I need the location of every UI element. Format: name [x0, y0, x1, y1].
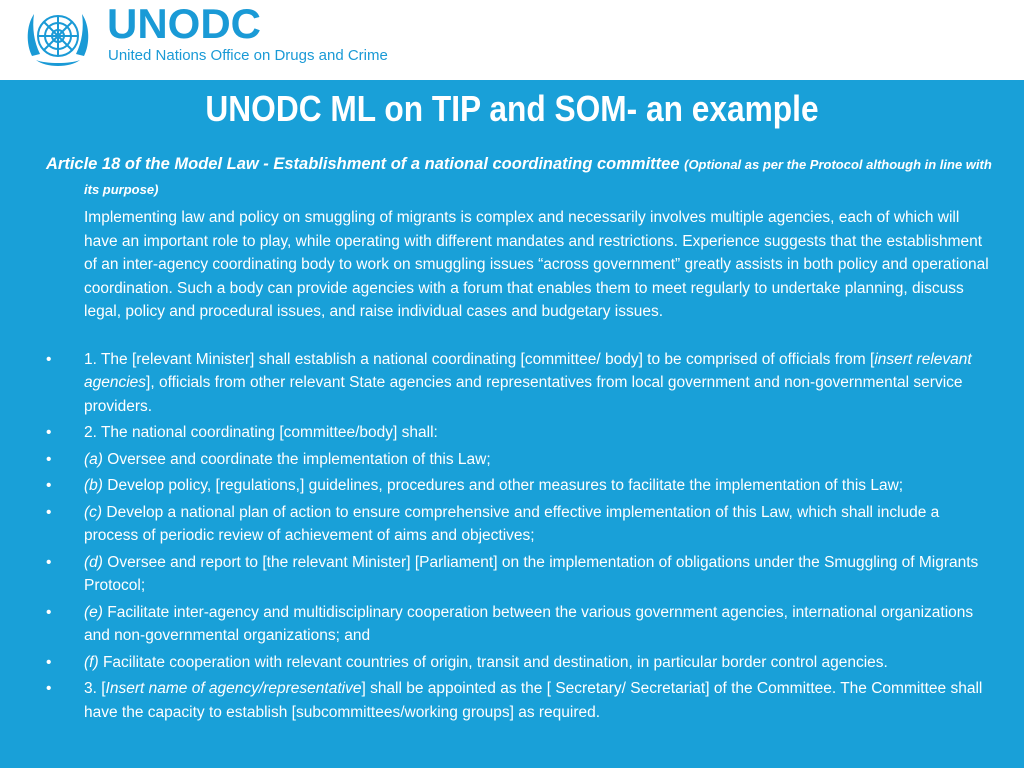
item-text-end: Oversee and report to [the relevant Minister] [Parliament] on the implementation of obligations under the Smuggling of Migrants Protocol; — [84, 553, 979, 594]
list-item — [46, 601, 996, 648]
item-emphasis: (b) — [84, 477, 103, 494]
item-emphasis: Insert name of agency/representative — [105, 680, 362, 697]
list-item — [46, 421, 996, 445]
item-emphasis: (a) — [84, 450, 103, 468]
provision-list — [46, 348, 996, 725]
list-item — [46, 551, 996, 598]
item-text-end: Facilitate inter-agency and multidisciplinary cooperation between the various government agencies, international organizations and non-governmental organizations; and — [84, 603, 974, 644]
org-name: UNODC — [107, 0, 261, 47]
bullet: • — [46, 450, 52, 468]
item-text-end: Facilitate cooperation with relevant countries of origin, transit and destination, in particular border control agencies. — [98, 653, 888, 671]
intro-paragraph: Implementing law and policy on smuggling of migrants is complex and necessarily involves multiple agencies, each of which will have an important role to play, while operating with different mandates and restrictions. Experience suggests that the establishment of an inter-agency coordinating body to work on smuggling issues “across government” greatly assists in both policy and operational coordination. Such a body can provide agencies with a forum that enables them to meet regularly to undertake planning, discuss legal, policy and procedural issues, and raise individual cases and budgetary issues. — [84, 209, 989, 320]
slide-body — [0, 80, 1024, 768]
list-item — [46, 474, 996, 498]
bullet: • — [46, 553, 52, 571]
un-emblem-icon — [22, 4, 94, 72]
article-heading — [46, 152, 996, 202]
list-item — [46, 348, 996, 419]
header — [0, 0, 1024, 80]
slide-content — [46, 152, 996, 727]
item-text: 1. The [relevant Minister] shall establish a national coordinating [committee/ body] to be comprised of officials from [ — [84, 350, 875, 368]
bullet: • — [46, 503, 52, 521]
item-text-end: Develop policy, [regulations,] guidelines, procedures and other measures to facilitate the implementation of this Law; — [102, 477, 904, 494]
list-item — [46, 651, 996, 675]
item-text-end: Oversee and coordinate the implementation of this Law; — [102, 450, 491, 468]
list-item — [46, 501, 996, 548]
bullet: • — [46, 680, 52, 697]
bullet: • — [46, 477, 52, 494]
item-emphasis: insert relevant agencies — [84, 350, 972, 391]
item-emphasis: (e) — [84, 603, 103, 621]
list-item — [46, 448, 996, 472]
item-text-end: Develop a national plan of action to ensure comprehensive and effective implementation of this Law, which shall include a process of periodic review of achievement of aims and objectives; — [84, 503, 940, 544]
item-text: 2. The national coordinating [committee/body] shall: — [84, 424, 438, 441]
article-heading-text: Article 18 of the Model Law - Establishment of a national coordinating committee — [46, 155, 680, 173]
bullet: • — [46, 653, 52, 671]
item-emphasis: (d) — [84, 553, 103, 571]
list-item — [46, 677, 996, 724]
bullet: • — [46, 350, 52, 368]
item-text: 3. [ — [84, 680, 106, 697]
org-full-name: United Nations Office on Drugs and Crime — [108, 47, 388, 64]
bullet: • — [46, 424, 52, 441]
slide-title: UNODC ML on TIP and SOM- an example — [205, 88, 819, 129]
item-emphasis: (c) — [84, 503, 103, 521]
item-text-end: ] shall be appointed as the [ Secretary/ Secretariat] of the Committee. The Committee shall have the capacity to establish [subcommittees/working groups] as required. — [84, 680, 983, 721]
item-text-end: ], officials from other relevant State agencies and representatives from local government and non-governmental service providers. — [84, 374, 963, 415]
bullet: • — [46, 603, 52, 621]
item-emphasis: (f) — [84, 653, 99, 671]
article-note: (Optional as per the Protocol although in line with its purpose) — [84, 157, 992, 197]
